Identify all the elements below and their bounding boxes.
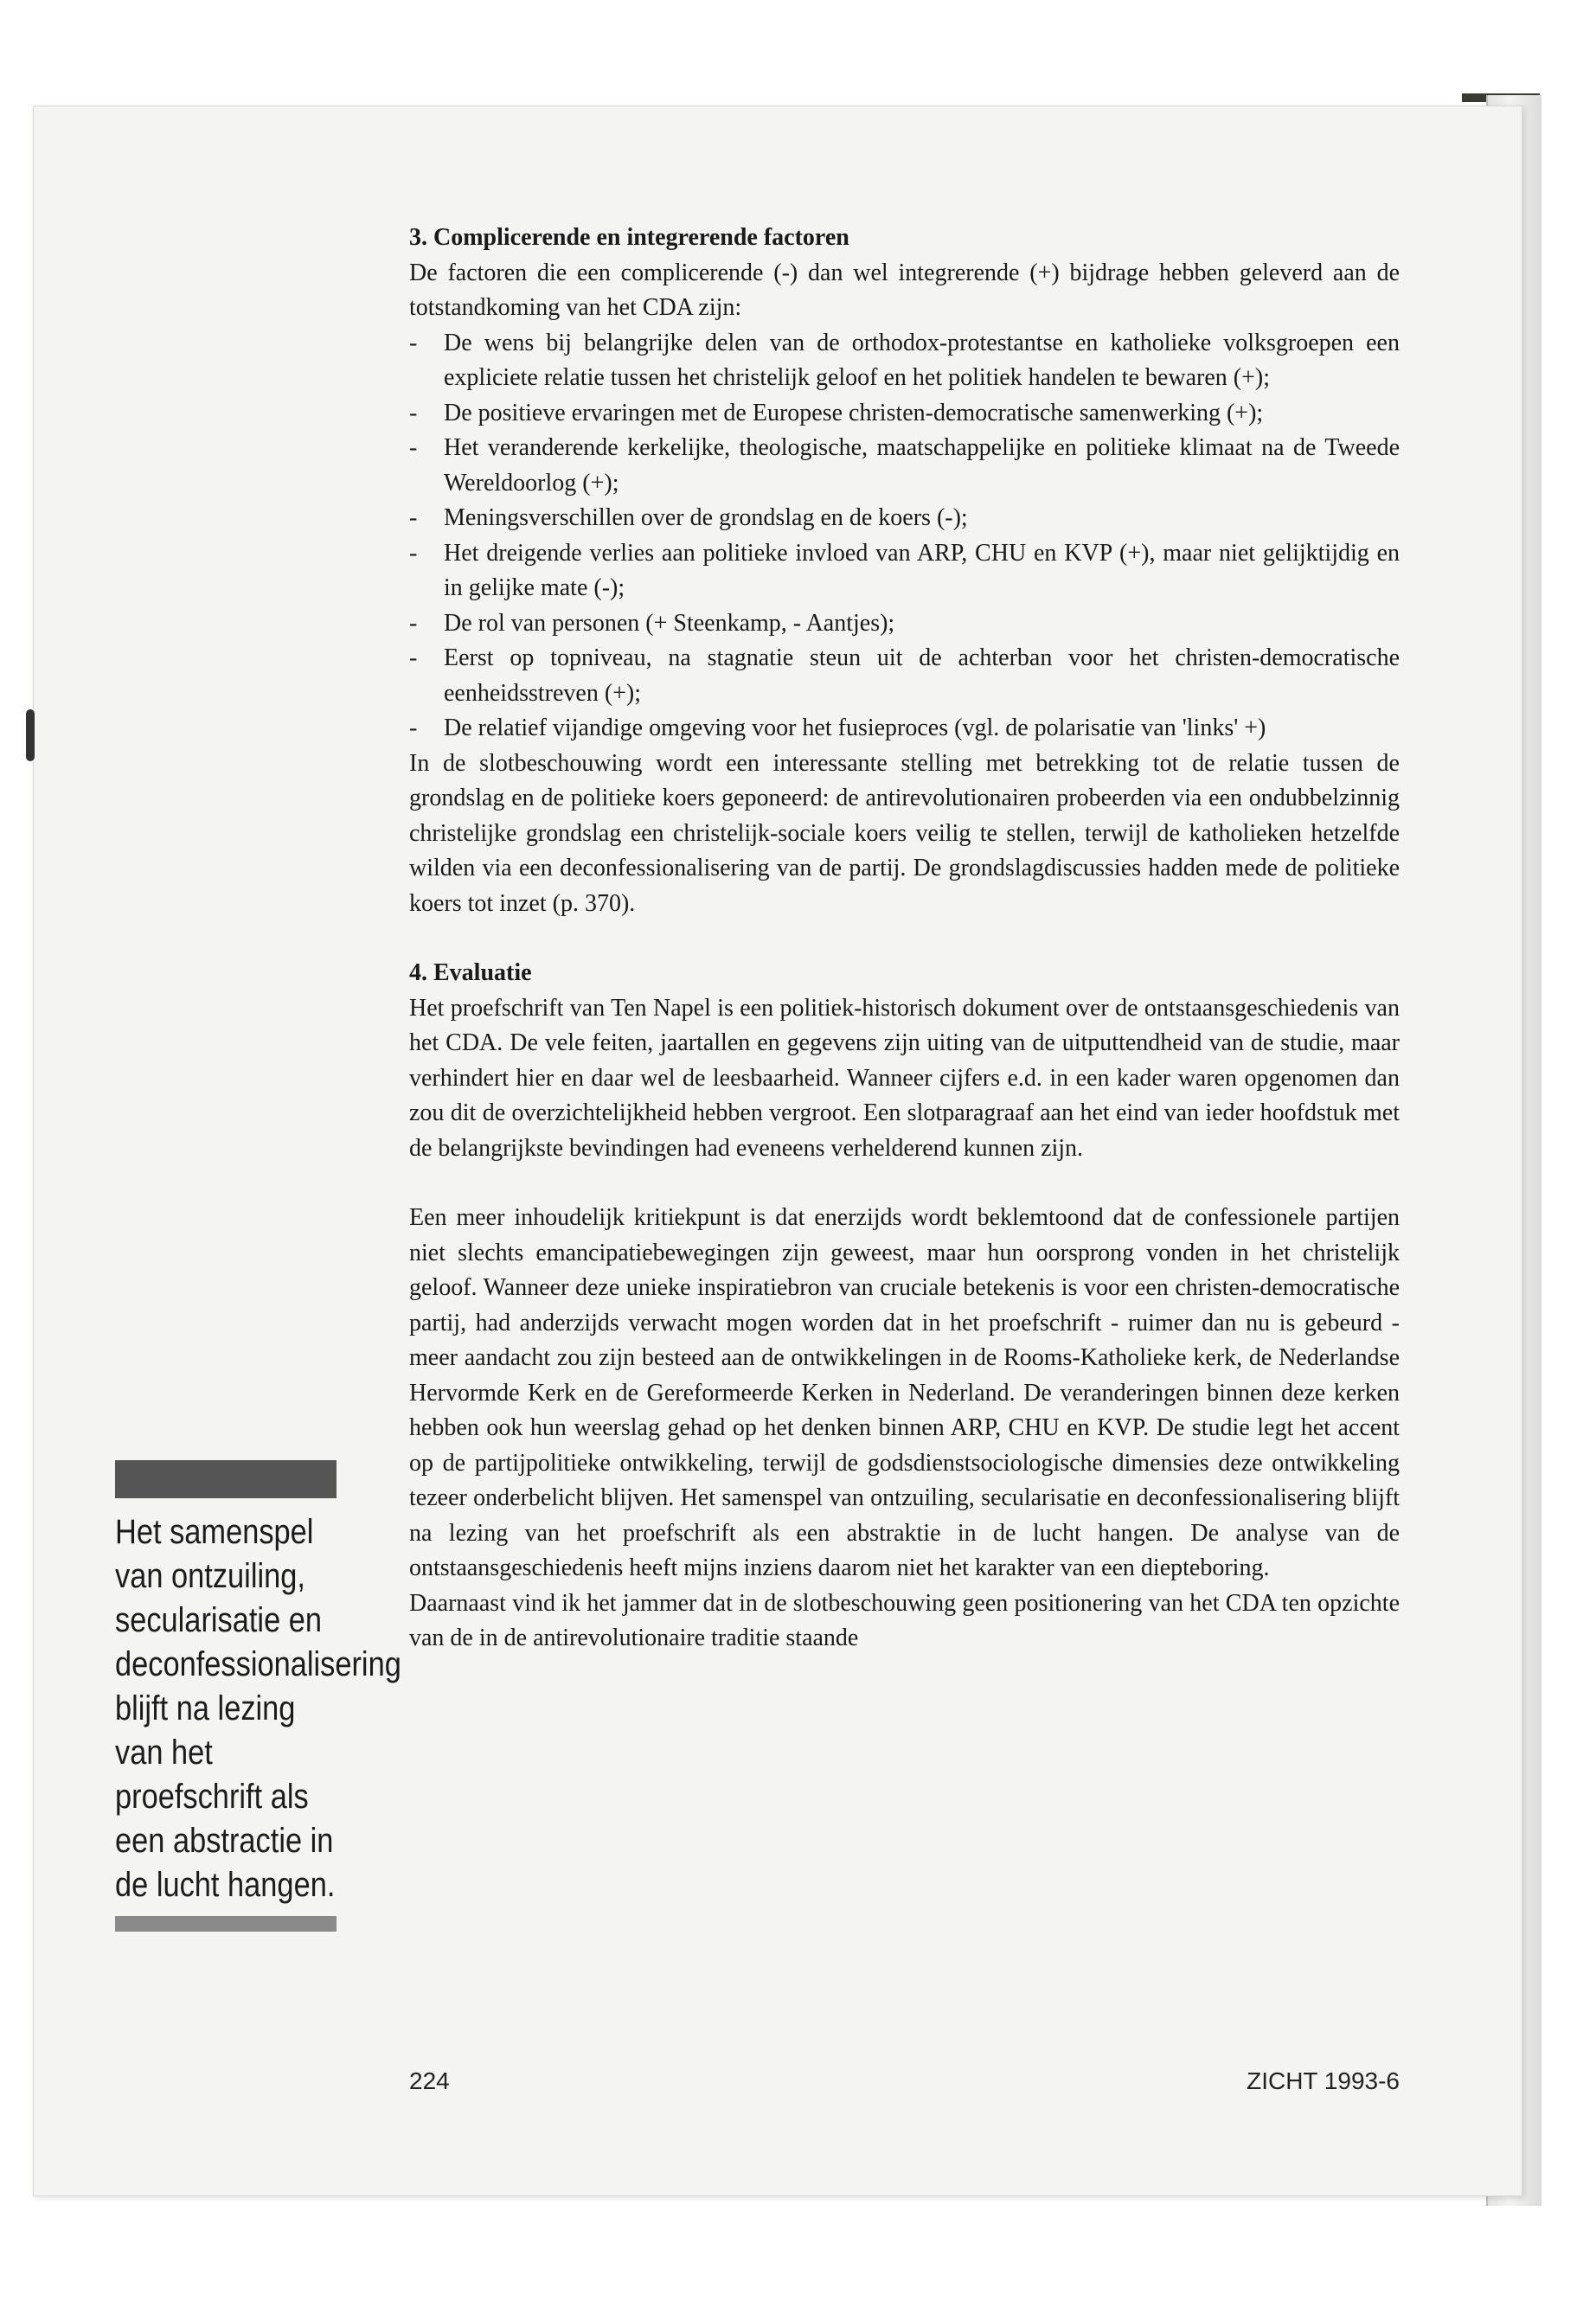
pull-quote xyxy=(115,1460,401,1932)
section-3-intro: De factoren die een complicerende (-) dan wel integrerende (+) bijdrage hebben geleverd aan de totstandkoming van het CDA zijn: xyxy=(409,259,1400,321)
binder-clip xyxy=(26,709,35,761)
list-item: - Het veranderende kerkelijke, theologische, maatschappelijke en politieke klimaat na de Tweede Wereldoorlog (+); xyxy=(409,431,1400,501)
pull-quote-text: Het samenspel van ontzuiling, secularisatie en deconfessionalisering blijft na lezing van het proefschrift als een abstractie in de lucht hangen. xyxy=(115,1513,401,1904)
list-item: - De rol van personen (+ Steenkamp, - Aantjes); xyxy=(409,606,1400,642)
evaluation-paragraph-1: Het proefschrift van Ten Napel is een politiek-historisch dokument over de ontstaansgeschiedenis van het CDA. De vele feiten, jaartallen en gegevens zijn uiting van de uitputtendheid van de studie, maar verhindert hier en daar wel de leesbaarheid. Wanneer cijfers e.d. in een kader waren opgenomen dan zou dit de overzichtelijkheid hebben vergroot. Een slotparagraaf aan het eind van ieder hoofdstuk met de belangrijkste bevindingen had eveneens verhelderend kunnen zijn. xyxy=(409,994,1400,1162)
journal-name: ZICHT 1993-6 xyxy=(1247,2067,1400,2094)
evaluation-paragraph-3: Daarnaast vind ik het jammer dat in de slotbeschouwing geen positionering van het CDA ten opzichte van de in de antirevolutionaire traditie staande xyxy=(409,1589,1400,1651)
list-item: - De wens bij belangrijke delen van de orthodox-protestantse en katholieke volksgroepen een expliciete relatie tussen het christelijk geloof en het politiek handelen te bewaren (+); xyxy=(409,326,1400,396)
pull-quote-bottom-bar xyxy=(115,1916,337,1932)
list-item: - Meningsverschillen over de grondslag en de koers (-); xyxy=(409,501,1400,536)
section-4-heading: 4. Evaluatie xyxy=(409,959,532,986)
page-number: 224 xyxy=(409,2067,450,2094)
evaluation-paragraph-2: Een meer inhoudelijk kritiekpunt is dat enerzijds wordt beklemtoond dat de confessionele partijen niet slechts emancipatiebewegingen zijn geweest, maar hun oorsprong vonden in het christelijk geloof. Wanneer deze unieke inspiratiebron van cruciale betekenis is voor een christen-democratische partij, had anderzijds verwacht mogen worden dat in het proefschrift - ruimer dan nu is gebeurd - meer aandacht zou zijn besteed aan de ontwikkelingen in de Rooms-Katholieke kerk, de Nederlandse Hervormde Kerk en de Gereformeerde Kerken in Nederland. De veranderingen binnen deze kerken hebben ook hun weerslag gehad op het denken binnen ARP, CHU en KVP. De studie legt het accent op de partijpolitieke ontwikkeling, terwijl de godsdienstsociologische dimensies deze ontwikkeling tezeer onderbelicht blijven. Het samenspel van ontzuiling, secularisatie en deconfessionalisering blijft na lezing van het proefschrift als een abstraktie in de lucht hangen. De analyse van de ontstaansgeschiedenis heeft mijns inziens daarom niet het karakter van een diepteboring. xyxy=(409,1204,1400,1581)
list-item: - Het dreigende verlies aan politieke invloed van ARP, CHU en KVP (+), maar niet gelijktijdig en in gelijke mate (-); xyxy=(409,536,1400,606)
main-column xyxy=(409,221,1400,1657)
list-item: - De positieve ervaringen met de Europese christen-democratische samenwerking (+); xyxy=(409,396,1400,432)
list-item: - De relatief vijandige omgeving voor het fusieproces (vgl. de polarisatie van 'links' +) xyxy=(409,711,1400,747)
list-item: - Eerst op topniveau, na stagnatie steun uit de achterban voor het christen-democratische eenheidsstreven (+); xyxy=(409,641,1400,711)
pull-quote-top-bar xyxy=(115,1460,337,1498)
section-3-conclusion: In de slotbeschouwing wordt een interessante stelling met betrekking tot de relatie tussen de grondslag en de politieke koers geponeerd: de antirevolutionairen probeerden via een ondubbelzinnig christelijke grondslag een christelijk-sociale koers veilig te stellen, terwijl de katholieken hetzelfde wilden via een deconfessionalisering van de partij. De grondslagdiscussies hadden mede de politieke koers tot inzet (p. 370). xyxy=(409,749,1400,917)
section-3-heading: 3. Complicerende en integrerende factoren xyxy=(409,224,849,251)
factor-list xyxy=(409,326,1400,747)
